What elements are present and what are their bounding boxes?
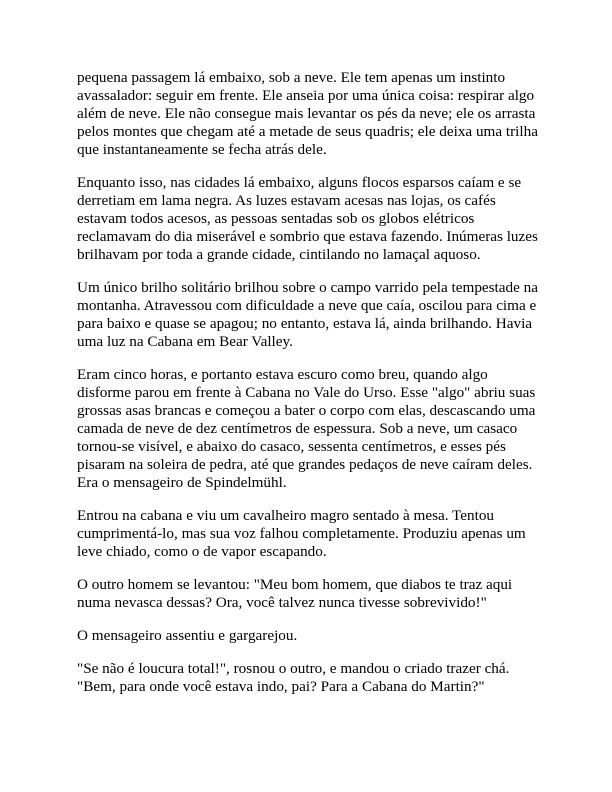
text-line: Entrou na cabana e viu um cavalheiro magro sentado à mesa. Tentou <box>77 507 495 524</box>
text-line: montanha. Atravessou com dificuldade a neve que caía, oscilou para cima e <box>77 297 537 314</box>
text-line: leve chiado, como o de vapor escapando. <box>77 543 327 560</box>
text-line: estavam todos acesos, as pessoas sentadas sob os globos elétricos <box>77 210 475 227</box>
text-line: derretiam em lama negra. As luzes estavam acesas nas lojas, os cafés <box>77 192 496 209</box>
text-line: que instantaneamente se fecha atrás dele. <box>77 141 327 158</box>
text-line: O outro homem se levantou: "Meu bom homem, que diabos te traz aqui <box>77 576 513 593</box>
text-line: grossas asas brancas e começou a bater o corpo com elas, descascando uma <box>77 402 536 419</box>
paragraph <box>77 69 547 159</box>
text-line: Um único brilho solitário brilhou sobre o campo varrido pela tempestade na <box>77 279 538 296</box>
text-line: para baixo e quase se apagou; no entanto, estava lá, ainda brilhando. Havia <box>77 315 533 332</box>
paragraph <box>77 279 547 351</box>
text-line: reclamavam do dia miserável e sombrio que estava fazendo. Inúmeras luzes <box>77 228 538 245</box>
text-line: Eram cinco horas, e portanto estava escuro como breu, quando algo <box>77 366 488 383</box>
text-line: camada de neve de dez centímetros de espessura. Sob a neve, um casaco <box>77 420 518 437</box>
text-line: pequena passagem lá embaixo, sob a neve. Ele tem apenas um instinto <box>77 69 506 86</box>
text-line: Enquanto isso, nas cidades lá embaixo, alguns flocos esparsos caíam e se <box>77 174 522 191</box>
text-line: uma luz na Cabana em Bear Valley. <box>77 333 293 350</box>
paragraph <box>77 366 547 492</box>
paragraph <box>77 576 547 612</box>
text-line: "Se não é loucura total!", rosnou o outro, e mandou o criado trazer chá. <box>77 660 510 677</box>
paragraph <box>77 660 547 696</box>
paragraph <box>77 507 547 561</box>
text-line: cumprimentá-lo, mas sua voz falhou completamente. Produziu apenas um <box>77 525 526 542</box>
body-text <box>77 69 547 711</box>
text-line: brilhavam por toda a grande cidade, cintilando no lamaçal aquoso. <box>77 246 481 263</box>
text-line: O mensageiro assentiu e gargarejou. <box>77 627 298 644</box>
text-line: "Bem, para onde você estava indo, pai? Para a Cabana do Martin?" <box>77 678 485 695</box>
text-line: numa nevasca dessas? Ora, você talvez nunca tivesse sobrevivido!" <box>77 594 487 611</box>
text-line: avassalador: seguir em frente. Ele anseia por uma única coisa: respirar algo <box>77 87 535 104</box>
text-line: pelos montes que chegam até a metade de seus quadris; ele deixa uma trilha <box>77 123 538 140</box>
paragraph <box>77 174 547 264</box>
text-line: pisaram na soleira de pedra, até que grandes pedaços de neve caíram deles. <box>77 456 533 473</box>
text-line: Era o mensageiro de Spindelmühl. <box>77 474 287 491</box>
text-line: disforme parou em frente à Cabana no Vale do Urso. Esse "algo" abriu suas <box>77 384 536 401</box>
text-line: além de neve. Ele não consegue mais levantar os pés da neve; ele os arrasta <box>77 105 536 122</box>
paragraph <box>77 627 547 645</box>
text-line: tornou-se visível, e abaixo do casaco, sessenta centímetros, e esses pés <box>77 438 506 455</box>
